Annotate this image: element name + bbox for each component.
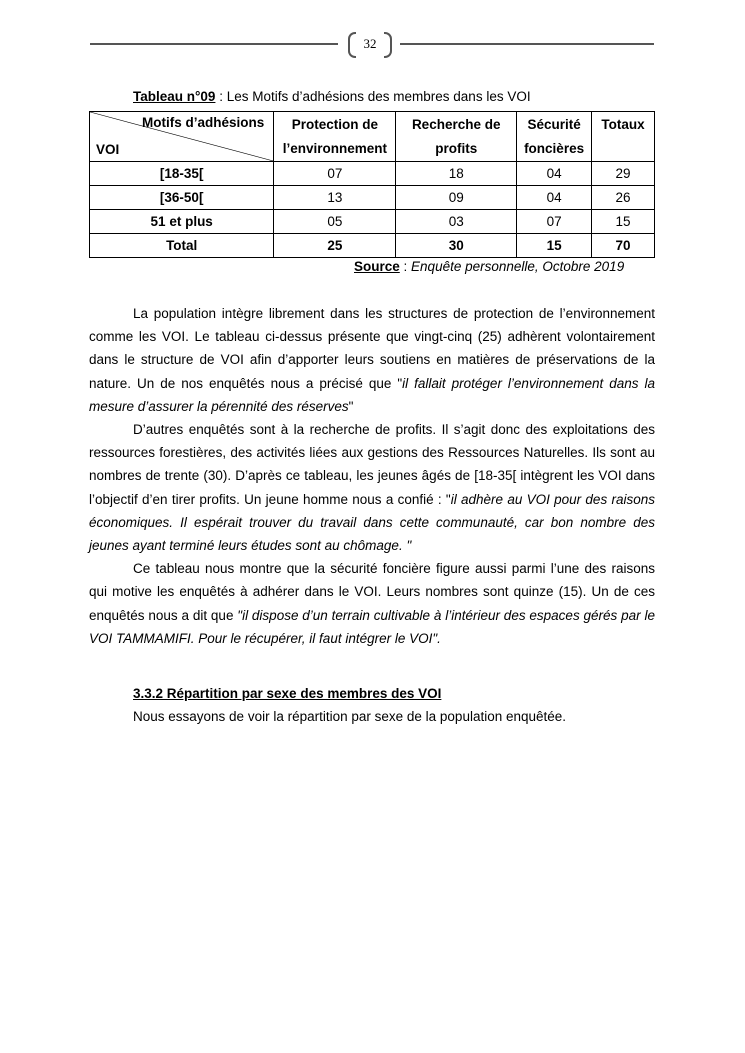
header-recherche: Recherche de profits: [396, 112, 517, 162]
table-cell: 07: [517, 210, 592, 234]
table-cell: 15: [592, 210, 655, 234]
header-totaux: Totaux: [592, 112, 655, 162]
row-label: 51 et plus: [90, 210, 274, 234]
table-cell: 04: [517, 162, 592, 186]
paragraph: Ce tableau nous montre que la sécurité foncière figure aussi parmi l’une des raisons qui motive les enquêtés à adhérer dans le VOI. Leurs nombres sont quinze (15). Un de ces enquêtés nous a dit que "il dispose d’un terrain cultivable à l’intérieur des espaces gérés par le VOI TAMMAMIFI. Pour le récupérer, il faut intégrer le VOI".: [89, 561, 655, 646]
table-cell: 05: [274, 210, 396, 234]
table-cell: 15: [517, 234, 592, 258]
header-protection: Protection de l’environnement: [274, 112, 396, 162]
section-title: 3.3.2 Répartition par sexe des membres des VOI: [133, 686, 442, 701]
table-cell: 29: [592, 162, 655, 186]
table-corner-cell: [90, 112, 274, 162]
corner-top-label: Motifs d’adhésions: [142, 115, 265, 130]
table-cell: 70: [592, 234, 655, 258]
page-number: 32: [348, 32, 392, 56]
page-header: [90, 30, 654, 58]
paragraph: D’autres enquêtés sont à la recherche de profits. Il s’agit donc des exploitations des ressources forestières, des activités liées aux gestions des Ressources Naturelles. Ils sont au nombres de trente (30). D’après ce tableau, les jeunes âgés de [18-35[ intègrent les VOI dans l’objectif d’en tirer profits. Un jeune homme nous a confié : "il adhère au VOI pour des raisons économiques. Il espérait trouver du travail dans cette communauté, car bon nombre des jeunes ayant terminé leurs études sont au chômage. ": [89, 422, 655, 554]
table-caption-text: : Les Motifs d’adhésions des membres dans les VOI: [215, 89, 531, 104]
table-cell: 07: [274, 162, 396, 186]
motifs-table: [89, 111, 655, 258]
table-row: [90, 186, 655, 210]
table-cell: 03: [396, 210, 517, 234]
table-cell: 25: [274, 234, 396, 258]
table-source: Source : Enquête personnelle, Octobre 2019: [354, 259, 625, 274]
table-cell: 30: [396, 234, 517, 258]
body-text: [89, 302, 655, 650]
table-cell: 18: [396, 162, 517, 186]
table-cell: 04: [517, 186, 592, 210]
corner-bottom-label: VOI: [96, 142, 120, 157]
table-cell: 09: [396, 186, 517, 210]
header-rule-right: [400, 43, 654, 45]
table-row: [90, 162, 655, 186]
row-label: [36-50[: [90, 186, 274, 210]
row-label: Total: [90, 234, 274, 258]
table-total-row: [90, 234, 655, 258]
header-securite: Sécurité foncières: [517, 112, 592, 162]
table-caption: [133, 89, 531, 104]
section-text: Nous essayons de voir la répartition par sexe de la population enquêtée.: [133, 709, 567, 724]
row-label: [18-35[: [90, 162, 274, 186]
header-rule-left: [90, 43, 338, 45]
table-caption-label: Tableau n°09: [133, 89, 216, 104]
table-cell: 13: [274, 186, 396, 210]
source-label: Source: [354, 259, 400, 274]
source-text: Enquête personnelle, Octobre 2019: [411, 259, 625, 274]
table-row: [90, 210, 655, 234]
paragraph: La population intègre librement dans les structures de protection de l’environnement comme les VOI. Le tableau ci-dessus présente que vingt-cinq (25) adhèrent volontairement dans le structure de VOI afin d’apporter leurs soutiens en matières de préservations de la nature. Un de nos enquêtés nous a précisé que "il fallait protéger l’environnement dans la mesure d’assurer la pérennité des réserves": [89, 306, 655, 414]
table-cell: 26: [592, 186, 655, 210]
table-header-row: [90, 112, 655, 162]
